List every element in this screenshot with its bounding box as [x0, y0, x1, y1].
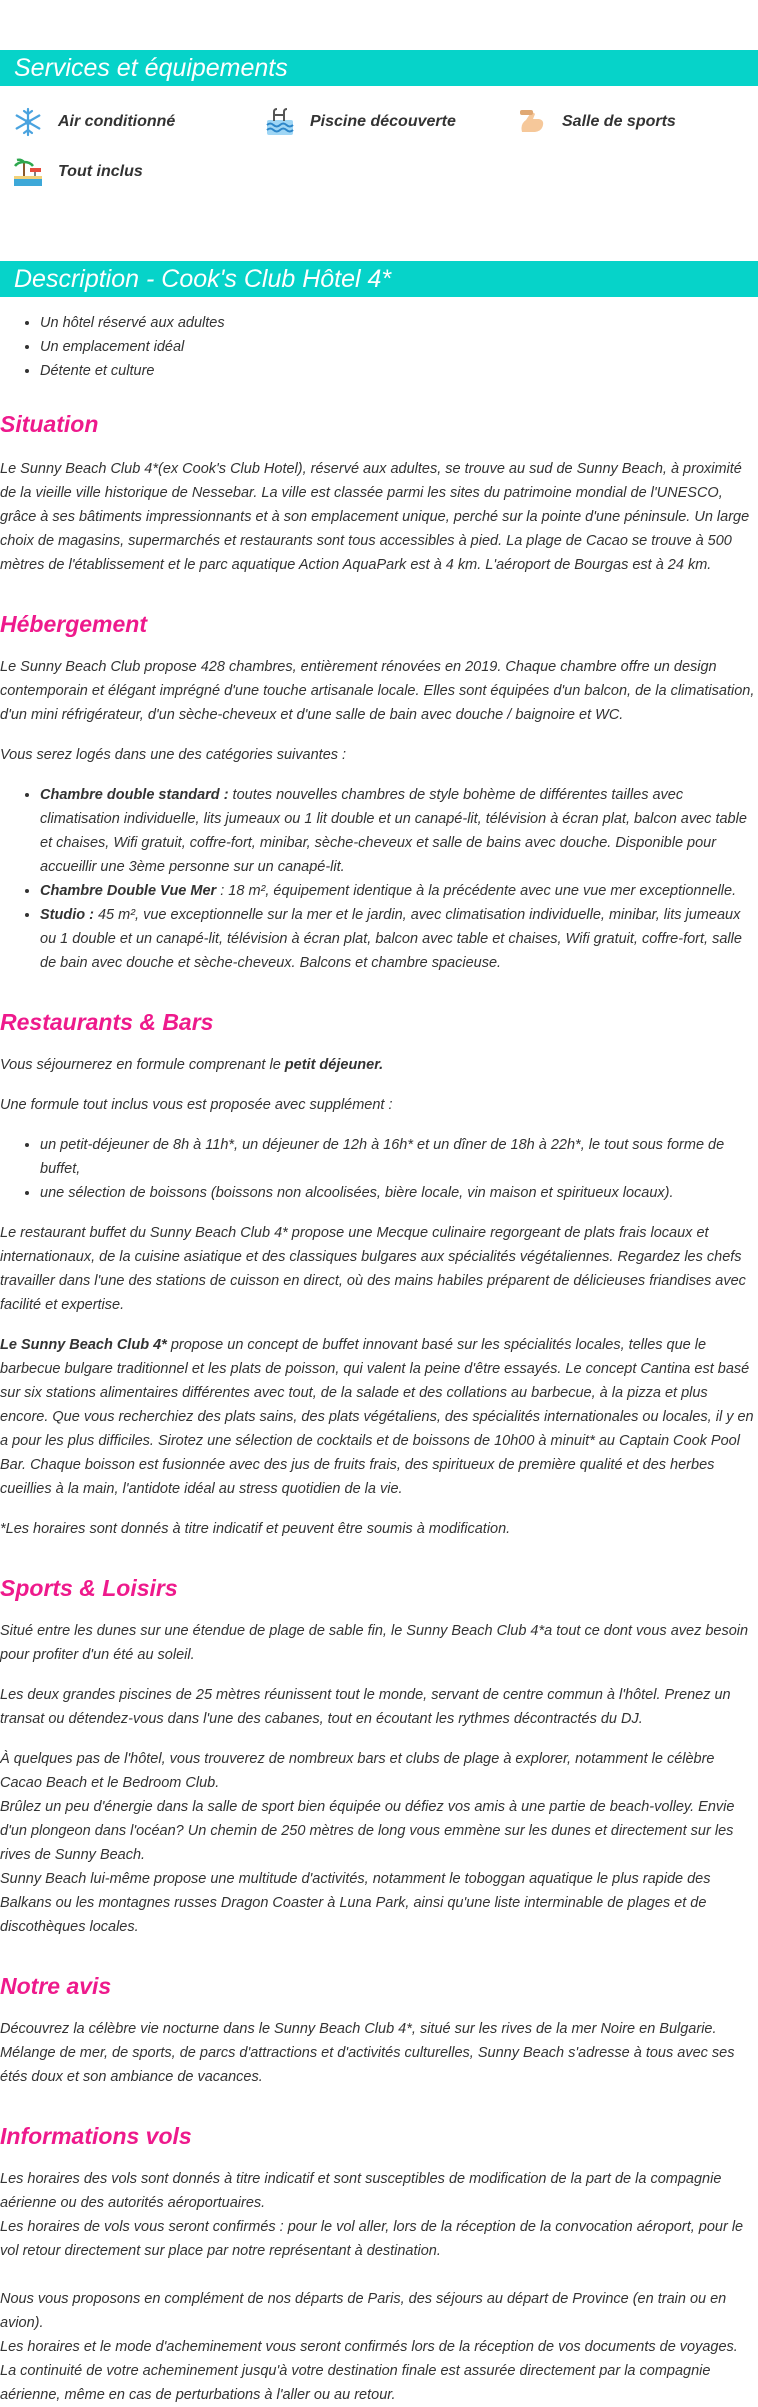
room-item: [40, 903, 758, 975]
restaurants-heading: Restaurants & Bars: [0, 1009, 214, 1035]
buffet-text: Le restaurant buffet du Sunny Beach Club 4* propose une Mecque culinaire regorgeant de plats frais locaux et internationaux, de la cuisine asiatique et des classiques bulgares aux spécialités végétaliennes. Regardez les chefs travailler dans l'une des stations de cuisson en direct, où des mains habiles préparent de délicieuses friandises avec facilité et expertise.: [0, 1225, 746, 1313]
formula-text: [0, 1053, 758, 1077]
vols-heading: Informations vols: [0, 2123, 192, 2149]
sports-text: Les deux grandes piscines de 25 mètres réunissent tout le monde, servant de centre commun à l'hôtel. Prenez un transat ou détendez-vous dans l'une des cabanes, tout en écoutant les rythmes décontractés du DJ.: [0, 1687, 731, 1727]
room-name: Chambre double standard :: [40, 787, 229, 803]
avis-text: Découvrez la célèbre vie nocturne dans le Sunny Beach Club 4*, situé sur les rives de la mer Noire en Bulgarie. Mélange de mer, de sports, de parcs d'attractions et d'activités culturelles, Sunny Beach s'adresse à tous avec ses étés doux et son ambiance de vacances.: [0, 2021, 735, 2085]
room-list: [0, 783, 758, 975]
services-section: [0, 50, 758, 211]
description-section: [0, 261, 758, 383]
schedule-note: *Les horaires sont donnés à titre indicatif et peuvent être soumis à modification.: [0, 1521, 511, 1537]
list-item: • Un emplacement idéal: [40, 335, 758, 359]
avis-heading: Notre avis: [0, 1973, 112, 1999]
hebergement-lead: Vous serez logés dans une des catégories suivantes :: [0, 747, 347, 763]
hebergement-intro: Le Sunny Beach Club propose 428 chambres, entièrement rénovées en 2019. Chaque chambre offre un design contemporain et élégant imprégné d'une touche artisanale locale. Elles sont équipées d'un balcon, de la climatisation, d'un mini réfrigérateur, d'un sèche-cheveux et d'une salle de bain avec douche / baignoire et WC.: [0, 659, 755, 723]
concept-bold: Le Sunny Beach Club 4*: [0, 1337, 167, 1353]
description-highlights: [0, 311, 758, 383]
situation-heading: Situation: [0, 411, 99, 437]
sports-text: Brûlez un peu d'énergie dans la salle de sport bien équipée ou défiez vos amis à une partie de beach-volley. Envie d'un plongeon dans l'océan? Un chemin de 250 mètres de long vous emmène sur les dunes et directement sur les rives de Sunny Beach.: [0, 1799, 735, 1863]
room-description: : 18 m², équipement identique à la précédente avec une vue mer exceptionnelle.: [216, 883, 737, 899]
service-gym: [516, 106, 676, 138]
vols-text: Les horaires de vols vous seront confirmés : pour le vol aller, lors de la réception de la convocation aéroport, pour le vol retour directement sur place par notre représentant à destination.: [0, 2219, 744, 2259]
description-title: Description - Cook's Club Hôtel 4*: [0, 261, 758, 297]
room-description: 45 m², vue exceptionnelle sur la mer et le jardin, avec climatisation individuelle, minibar, lits jumeaux ou 1 double et un canapé-lit, télévision à écran plat, balcon avec table et chaises, Wifi gratuit, coffre-fort, salle de bain avec douche et sèche-cheveux. Balcons et chambre spacieuse.: [40, 907, 742, 971]
room-name: Chambre Double Vue Mer: [40, 883, 217, 899]
service-label: Air conditionné: [58, 113, 176, 130]
formula-prefix: Vous séjournerez en formule comprenant le: [0, 1057, 285, 1073]
vols-text: Les horaires et le mode d'acheminement vous seront confirmés lors de la réception de vos documents de voyages.: [0, 2339, 738, 2355]
room-item: [40, 783, 758, 879]
room-description: toutes nouvelles chambres de style bohème de différentes tailles avec climatisation individuelle, lits jumeaux ou 1 lit double et un canapé-lit, télévision à écran plat, balcon avec table et chaises, Wifi gratuit, coffre-fort, minibar, sèche-cheveux et salle de bains avec douche. Disponible pour accueillir une 3ème personne sur un canapé-lit.: [40, 787, 747, 875]
concept-body: propose un concept de buffet innovant basé sur les spécialités locales, telles que le barbecue bulgare traditionnel et les plats de poisson, qui valent la peine d'être essayés. Le concept Cantina est basé sur six stations alimentaires différentes avec tout, de la salade et des collations au barbecue, à la pizza et plus encore. Que vous recherchiez des plats sains, des plats végétaliens, des spécialités internationales ou locales, il y en a pour les plus difficiles. Sirotez une sélection de cocktails et de boissons de 10h00 à minuit* au Captain Cook Pool Bar. Chaque boisson est fusionnée avec des jus de fruits frais, des spiritueux de première qualité et des herbes cueillies à la main, l'antidote idéal au stress quotidien de la vie.: [0, 1337, 754, 1497]
snowflake-icon: [12, 106, 44, 138]
vols-text: Les horaires des vols sont donnés à titre indicatif et sont susceptibles de modification de la part de la compagnie aérienne ou des autorités aéroportuaires.: [0, 2171, 722, 2211]
service-all-inclusive: [12, 156, 143, 188]
pool-icon: [264, 106, 296, 138]
all-inclusive-list: [0, 1133, 758, 1205]
all-inclusive-lead: Une formule tout inclus vous est proposée avec supplément :: [0, 1097, 393, 1113]
sports-text: Sunny Beach lui-même propose une multitude d'activités, notamment le toboggan aquatique le plus rapide des Balkans ou les montagnes russes Dragon Coaster à Luna Park, ainsi qu'une liste interminable de plages et de discothèques locales.: [0, 1871, 711, 1935]
sports-text: Situé entre les dunes sur une étendue de plage de sable fin, le Sunny Beach Club 4*a tout ce dont vous avez besoin pour profiter d'un été au soleil.: [0, 1623, 749, 1663]
list-item: • un petit-déjeuner de 8h à 11h*, un déjeuner de 12h à 16h* et un dîner de 18h à 22h*, le tout sous forme de buffet,: [40, 1133, 758, 1181]
sports-text: À quelques pas de l'hôtel, vous trouverez de nombreux bars et clubs de plage à explorer, notamment le célèbre Cacao Beach et le Bedroom Club.: [0, 1751, 715, 1791]
dumbbell-icon: [516, 106, 548, 138]
situation-text: Le Sunny Beach Club 4*(ex Cook's Club Hotel), réservé aux adultes, se trouve au sud de Sunny Beach, à proximité de la vieille ville historique de Nessebar. La ville est classée parmi les sites du patrimoine mondial de l'UNESCO, grâce à ses bâtiments impressionnants et à son emplacement unique, perché sur la pointe d'une péninsule. Un large choix de magasins, supermarchés et restaurants sont tous accessibles à pied. La plage de Cacao se trouve à 500 mètres de l'établissement et le parc aquatique Action AquaPark est à 4 km. L'aéroport de Bourgas est à 24 km.: [0, 461, 750, 573]
services-title: Services et équipements: [0, 50, 758, 86]
list-item: • Un hôtel réservé aux adultes: [40, 311, 758, 335]
service-label: Salle de sports: [562, 113, 676, 130]
service-pool: [264, 106, 456, 138]
formula-bold: petit déjeuner.: [284, 1057, 384, 1073]
list-item: • une sélection de boissons (boissons non alcoolisées, bière locale, vin maison et spiritueux locaux).: [40, 1181, 758, 1205]
concept-text: [0, 1333, 758, 1501]
vols-text: La continuité de votre acheminement jusqu'à votre destination finale est assurée directement par la compagnie aérienne, même en cas de perturbations à l'aller ou au retour.: [0, 2363, 711, 2403]
service-label: Tout inclus: [58, 163, 143, 180]
service-air-conditioning: [12, 106, 175, 138]
hebergement-heading: Hébergement: [0, 611, 147, 637]
room-item: [40, 879, 758, 903]
all-inclusive-icon: [12, 156, 44, 188]
room-name: Studio :: [40, 907, 94, 923]
services-grid: [0, 86, 758, 211]
vols-text: Nous vous proposons en complément de nos départs de Paris, des séjours au départ de Province (en train ou en avion).: [0, 2291, 727, 2331]
list-item: • Détente et culture: [40, 359, 758, 383]
service-label: Piscine découverte: [310, 113, 456, 130]
sports-heading: Sports & Loisirs: [0, 1575, 178, 1601]
